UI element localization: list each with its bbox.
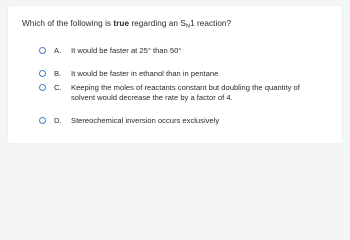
radio-button-d[interactable] <box>39 117 46 124</box>
question-emphasis: true <box>113 19 130 28</box>
option-letter: B. <box>54 69 62 78</box>
question-middle: regarding an S <box>129 19 186 28</box>
option-text: It would be faster in ethanol than in pentane <box>71 69 219 78</box>
question-suffix: 1 reaction? <box>190 19 232 28</box>
radio-button-b[interactable] <box>39 70 46 77</box>
option-text-line2: solvent would decrease the rate by a factor of 4. <box>71 93 233 102</box>
radio-button-c[interactable] <box>39 84 46 91</box>
option-letter: C. <box>54 83 62 92</box>
question-text <box>22 19 231 30</box>
option-letter: A. <box>54 46 62 55</box>
radio-button-a[interactable] <box>39 47 46 54</box>
question-card <box>8 6 342 143</box>
option-text: It would be faster at 25° than 50° <box>71 46 182 55</box>
question-subscript: N <box>185 23 191 30</box>
option-text: Keeping the moles of reactants constant but doubling the quantity of <box>71 83 300 92</box>
option-text: Stereochemical inversion occurs exclusively <box>71 116 220 125</box>
question-prefix: Which of the following is <box>22 19 114 28</box>
option-letter: D. <box>54 116 62 125</box>
